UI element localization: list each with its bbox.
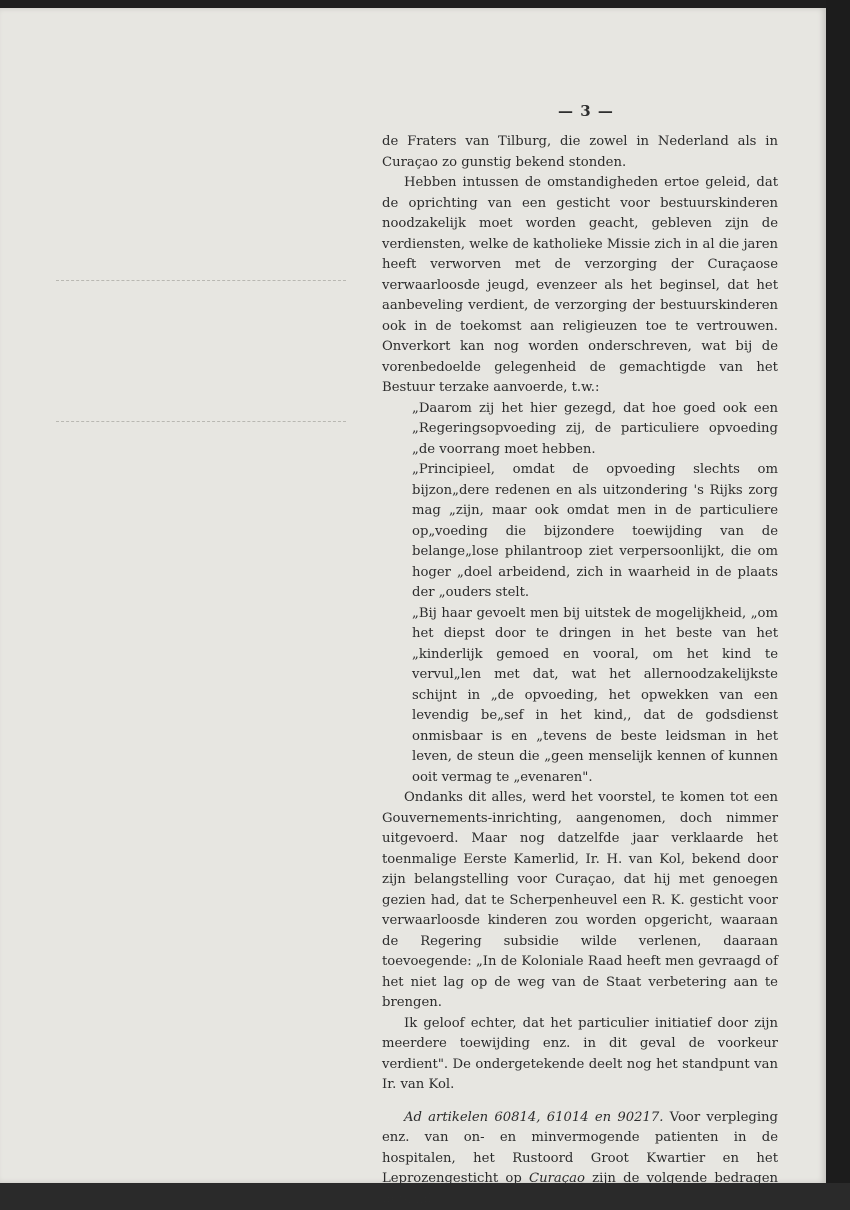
place-name: Curaçao: [529, 1171, 585, 1186]
page-number: — 3 —: [558, 102, 614, 120]
article-reference: Ad artikelen 60814, 61014 en 90217.: [404, 1110, 663, 1125]
body-text: [382, 132, 778, 1210]
paragraph: de Fraters van Tilburg, die zowel in Nederland als in Curaçao zo gunstig bekend stonden.: [382, 132, 778, 173]
quote-paragraph: „Principieel, omdat de opvoeding slechts om bijzon„dere redenen en als uitzondering 's Rijks zorg mag „zijn, maar ook omdat men in de particuliere op„voeding die bijzondere toewijding van de belange„lose philantroop ziet verpersoonlijkt, die om hoger „doel arbeidend, zich in waarheid in de plaats der „ouders stelt.: [412, 460, 778, 604]
scan-border-right: [826, 0, 850, 1183]
paragraph-text: Voor verpleging enz. van on- en minvermogende patienten in de hospitalen, het Rustoord Groot Kwartier en het Leprozengesticht op: [382, 1110, 778, 1187]
faint-ruling-line: [56, 421, 346, 422]
quote-paragraph: „Daarom zij het hier gezegd, dat hoe goed ook een „Regeringsopvoeding zij, de particuliere opvoeding „de voorrang moet hebben.: [412, 399, 778, 461]
paragraph-text: zijn de volgende bedragen betaald:: [382, 1171, 778, 1207]
paragraph: [382, 1108, 778, 1210]
scan-border-top: [0, 0, 850, 8]
document-page: [0, 8, 826, 1183]
quotation-block: [412, 399, 778, 789]
paragraph: Hebben intussen de omstandigheden ertoe geleid, dat de oprichting van een gesticht voor bestuurskinderen noodzakelijk moet worden geacht, gebleven zijn de verdiensten, welke de katholieke Missie zich in al die jaren heeft verworven met de verzorging der Curaçaose verwaarloosde jeugd, evenzeer als het beginsel, dat het aanbeveling verdient, de verzorging der bestuurskinderen ook in de toekomst aan religieuzen toe te vertrouwen. Onverkort kan nog worden onderschreven, wat bij de vorenbedoelde gelegenheid de gemachtigde van het Bestuur terzake aanvoerde, t.w.:: [382, 173, 778, 399]
quote-paragraph: „Bij haar gevoelt men bij uitstek de mogelijkheid, „om het diepst door te dringen in het beste van het „kinderlijk gemoed en vooral, om het kind te vervul„len met dat, wat het allernoodzakelijkste schijnt in „de opvoeding, het opwekken van een levendig be„sef in het kind,, dat de godsdienst onmisbaar is en „tevens de beste leidsman in het leven, de steun die „geen menselijk kennen of kunnen ooit vermag te „evenaren".: [412, 604, 778, 789]
paragraph: Ondanks dit alles, werd het voorstel, te komen tot een Gouvernements-inrichting, aangenomen, doch nimmer uitgevoerd. Maar nog datzelfde jaar verklaarde het toenmalige Eerste Kamerlid, Ir. H. van Kol, bekend door zijn belangstelling voor Curaçao, dat hij met genoegen gezien had, dat te Scherpenheuvel een R. K. gesticht voor verwaarloosde kinderen zou worden opgericht, waaraan de Regering subsidie wilde verlenen, daaraan toevoegende: „In de Koloniale Raad heeft men gevraagd of het niet lag op de weg van de Staat verbetering aan te brengen.: [382, 788, 778, 1014]
faint-ruling-line: [56, 280, 346, 281]
paragraph: Ik geloof echter, dat het particulier initiatief door zijn meerdere toewijding enz. in dit geval de voorkeur verdient". De ondergetekende deelt nog het standpunt van Ir. van Kol.: [382, 1014, 778, 1096]
